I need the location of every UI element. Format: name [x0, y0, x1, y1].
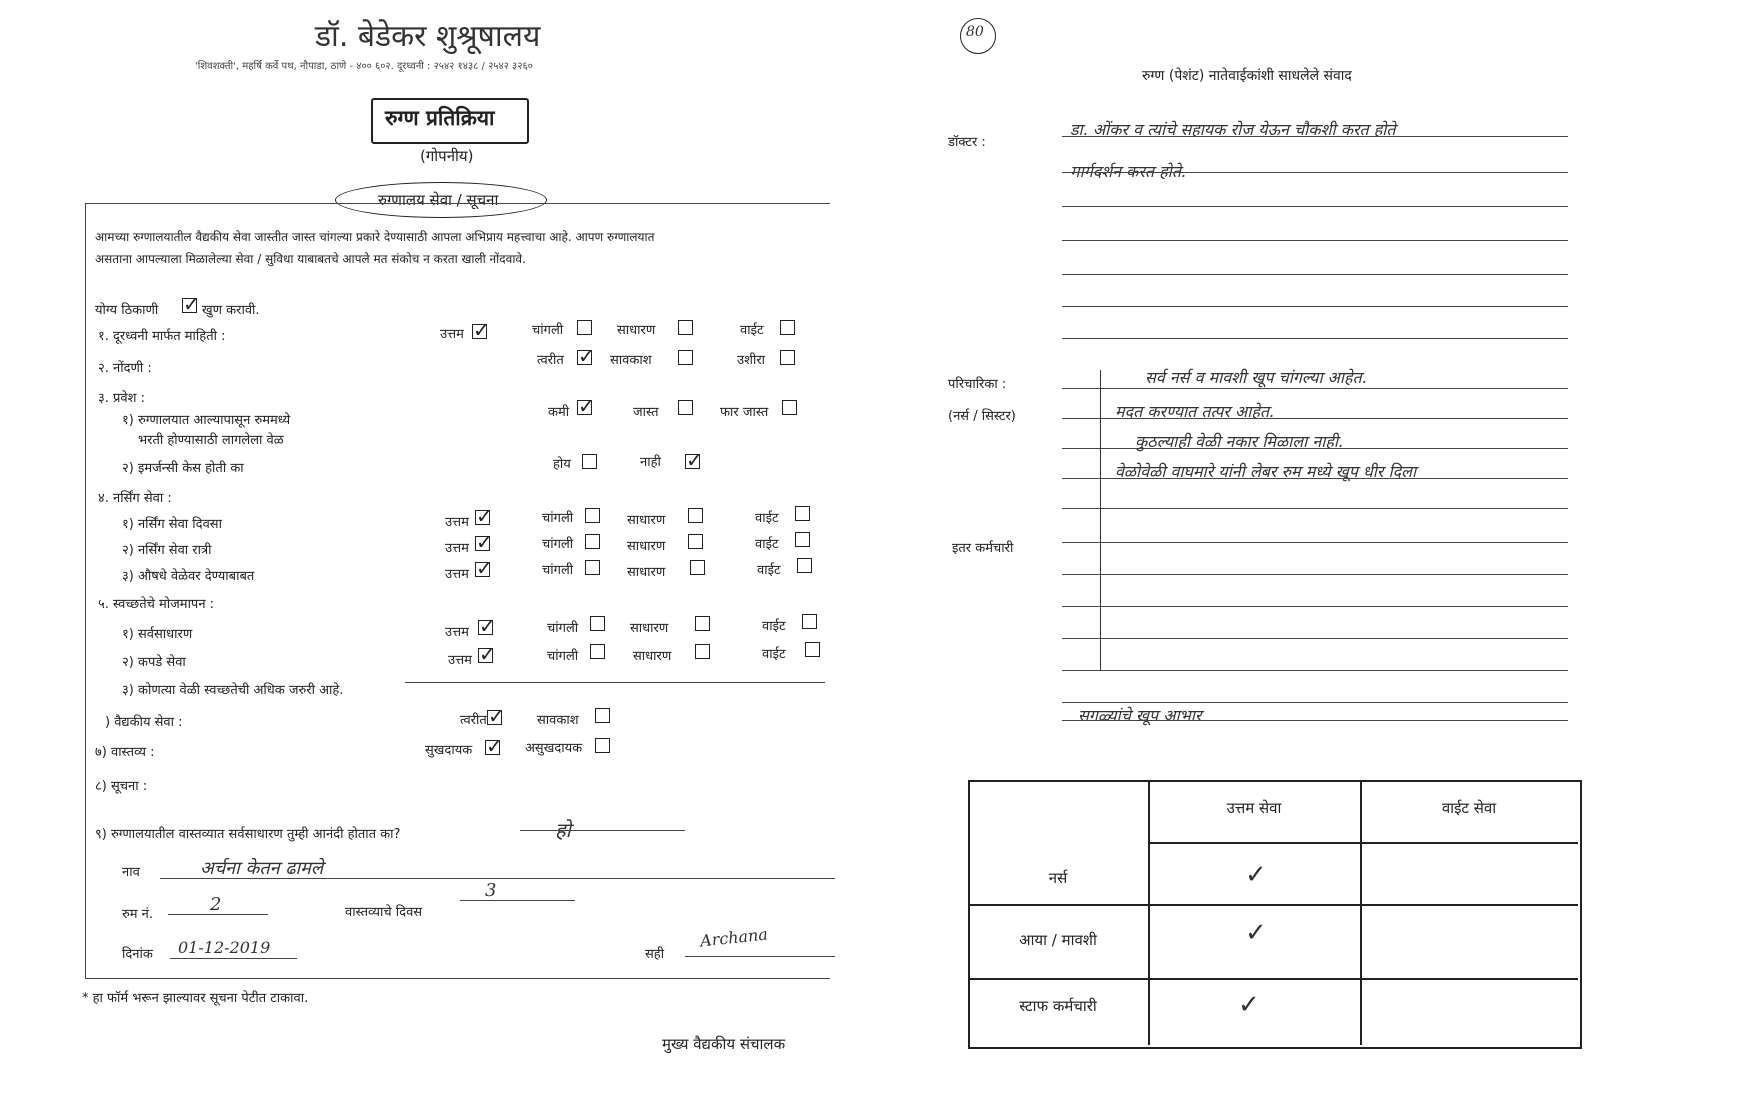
row-aaya-maushi: आया / मावशी: [1019, 931, 1097, 949]
table-col-divider: [1148, 780, 1150, 1045]
q7-label: ७) वास्तव्य :: [95, 745, 155, 760]
feedback-form-page: [0, 0, 860, 1100]
q7-opt-uncomfortable: असुखदायक: [525, 741, 583, 756]
q3-2-opt-yes: होय: [553, 457, 571, 472]
tick-icon: ✓: [476, 530, 493, 554]
doctor-label: डॉक्टर :: [948, 135, 986, 150]
line: [1062, 574, 1568, 575]
q3-1-opt-much-more: फार जास्त: [720, 405, 769, 420]
tick-icon: ✓: [486, 734, 503, 758]
hospital-address: 'शिवशक्ती', महर्षि कर्वे पथ, नौपाडा, ठाणे - ४०० ६०२. दूरध्वनी : २५४२ १४३८ / २५४२ ३२६०: [195, 61, 533, 72]
hospital-name: डॉ. बेडेकर शुश्रूषालय: [315, 19, 541, 54]
q4-label: ४. नर्सिंग सेवा :: [98, 491, 172, 506]
room-value: 2: [210, 894, 222, 915]
q4-1-opt-average: साधारण: [627, 513, 666, 528]
q7-checkbox-uncomfortable[interactable]: [595, 738, 610, 753]
thanks-note: सगळ्यांचे खूप आभार: [1078, 706, 1202, 725]
q5-1-checkbox-average[interactable]: [695, 616, 710, 631]
mark-instruction-post: खुण करावी.: [202, 303, 260, 318]
director-label: मुख्य वैद्यकीय संचालक: [662, 1035, 786, 1053]
q1-label: १. दूरध्वनी मार्फत माहिती :: [98, 329, 226, 344]
table-row-divider: [968, 904, 1578, 906]
q4-3-opt-average: साधारण: [627, 565, 666, 580]
q3-2-checkbox-yes[interactable]: [582, 454, 597, 469]
nurse-comment-3: कुठल्याही वेळी नकार मिळाला नाही.: [1135, 432, 1344, 451]
q1-opt-good: चांगली: [532, 323, 564, 338]
q5-1-opt-good: चांगली: [547, 621, 579, 636]
q1-opt-average: साधारण: [617, 323, 656, 338]
q6-label: ) वैद्यकीय सेवा :: [105, 715, 183, 730]
tick-icon: ✓: [473, 318, 490, 342]
q5-1-opt-bad: वाईट: [762, 619, 786, 634]
q4-3-checkbox-average[interactable]: [690, 560, 705, 575]
line: [1062, 702, 1568, 703]
q2-opt-late: उशीरा: [737, 353, 766, 368]
nurse-label: परिचारिका :: [948, 377, 1007, 392]
q4-1-opt-bad: वाईट: [755, 511, 779, 526]
q3-2-label: २) इमर्जन्सी केस होती का: [122, 461, 244, 476]
conversation-page: [920, 0, 1750, 1100]
row-nurse: नर्स: [1048, 869, 1068, 887]
q4-1-checkbox-average[interactable]: [688, 508, 703, 523]
tick-icon: ✓: [1245, 860, 1267, 890]
intro-line-1: आमच्या रुग्णालयातील वैद्यकीय सेवा जास्तीत जास्त चांगल्या प्रकारे देण्यासाठी आपला अभिप्राय महत्त्वाचा आहे. आपण रुग्णालयात: [95, 230, 655, 244]
line: [1062, 670, 1568, 671]
q4-3-opt-bad: वाईट: [757, 563, 781, 578]
nurse-comment-4: वेळोवेळी वाघमारे यांनी लेबर रुम मध्ये खूप धीर दिला: [1115, 462, 1417, 481]
q3-label: ३. प्रवेश :: [98, 391, 146, 406]
q5-3-label: ३) कोणत्या वेळी स्वच्छतेची अधिक जरुरी आहे.: [122, 683, 344, 698]
q2-checkbox-slow[interactable]: [678, 350, 693, 365]
q4-1-checkbox-good[interactable]: [585, 508, 600, 523]
q6-opt-quick: त्वरीत: [460, 713, 487, 728]
nurse-label-sub: (नर्स / सिस्टर): [948, 409, 1016, 424]
q4-1-label: १) नर्सिंग सेवा दिवसा: [122, 517, 222, 532]
tick-icon: ✓: [578, 344, 595, 368]
q5-3-answer-line: [405, 682, 825, 683]
q5-1-opt-excellent: उत्तम: [445, 625, 469, 640]
q4-3-opt-good: चांगली: [542, 563, 574, 578]
frame-top: [85, 203, 830, 204]
q5-2-opt-good: चांगली: [547, 649, 579, 664]
date-value: 01-12-2019: [178, 938, 271, 957]
page-number: 80: [966, 24, 984, 40]
q5-1-opt-average: साधारण: [630, 621, 669, 636]
q6-checkbox-slow[interactable]: [595, 708, 610, 723]
tick-icon: ✓: [1238, 990, 1260, 1020]
q4-1-opt-excellent: उत्तम: [445, 515, 469, 530]
name-line: [160, 878, 835, 879]
q4-3-checkbox-good[interactable]: [585, 560, 600, 575]
q4-2-label: २) नर्सिंग सेवा रात्री: [122, 543, 212, 558]
date-line: [170, 958, 297, 959]
tick-icon: ✓: [1245, 918, 1267, 948]
line: [1062, 274, 1568, 275]
table-header-divider: [1148, 842, 1578, 844]
room-label: रुम नं.: [122, 907, 154, 922]
q5-2-label: २) कपडे सेवा: [122, 655, 186, 670]
line: [1062, 136, 1568, 137]
q3-1-checkbox-much-more[interactable]: [782, 400, 797, 415]
q5-2-opt-bad: वाईट: [762, 647, 786, 662]
tick-icon: ✓: [479, 642, 496, 666]
line: [1062, 638, 1568, 639]
q5-2-checkbox-good[interactable]: [590, 644, 605, 659]
q5-2-checkbox-bad[interactable]: [805, 642, 820, 657]
q2-checkbox-late[interactable]: [780, 350, 795, 365]
sample-tick-icon: ✓: [183, 292, 200, 316]
form-title: रुग्ण प्रतिक्रिया: [385, 106, 495, 130]
tick-icon: ✓: [476, 504, 493, 528]
q5-label: ५. स्वच्छतेचे मोजमापन :: [98, 597, 215, 612]
section-title: रुग्णालय सेवा / सूचना: [378, 191, 499, 209]
frame-left: [85, 203, 86, 978]
room-line: [168, 914, 268, 915]
q5-1-label: १) सर्वसाधारण: [122, 627, 193, 642]
q4-2-opt-average: साधारण: [627, 539, 666, 554]
q4-2-opt-bad: वाईट: [755, 537, 779, 552]
days-line: [460, 900, 575, 901]
line: [1062, 448, 1568, 449]
q4-3-checkbox-bad[interactable]: [797, 558, 812, 573]
intro-line-2: असताना आपल्याला मिळालेल्या सेवा / सुविधा याबाबतचे आपले मत संकोच न करता खाली नोंदवावे.: [95, 252, 526, 266]
q5-2-opt-excellent: उत्तम: [448, 653, 472, 668]
q5-2-checkbox-average[interactable]: [695, 644, 710, 659]
tick-icon: ✓: [479, 614, 496, 638]
q9-label: ९) रुग्णालयातील वास्तव्यात सर्वसाधारण तुम्ही आनंदी होतात का?: [95, 827, 401, 842]
sign-label: सही: [645, 947, 665, 962]
q4-1-opt-good: चांगली: [542, 511, 574, 526]
q5-1-checkbox-good[interactable]: [590, 616, 605, 631]
q4-2-checkbox-good[interactable]: [585, 534, 600, 549]
line: [1062, 720, 1568, 721]
q3-1-opt-more: जास्त: [633, 405, 659, 420]
name-value: अर्चना केतन ढामले: [200, 858, 324, 879]
frame-bottom: [85, 978, 830, 979]
q3-1-opt-less: कमी: [548, 405, 570, 420]
footer-note: * हा फॉर्म भरून झाल्यावर सूचना पेटीत टाकावा.: [82, 991, 309, 1006]
q1-checkbox-bad[interactable]: [780, 320, 795, 335]
q4-2-opt-excellent: उत्तम: [445, 541, 469, 556]
line: [1062, 240, 1568, 241]
nurse-comment-1: सर्व नर्स व मावशी खूप चांगल्या आहेत.: [1145, 368, 1367, 387]
line: [1062, 542, 1568, 543]
q2-opt-quick: त्वरीत: [537, 353, 564, 368]
q1-checkbox-average[interactable]: [678, 320, 693, 335]
days-label: वास्तव्याचे दिवस: [345, 905, 423, 920]
bracket-line: [1100, 370, 1101, 670]
days-value: 3: [485, 880, 497, 901]
q8-label: ८) सूचना :: [95, 779, 148, 794]
date-label: दिनांक: [122, 947, 153, 962]
q4-2-opt-good: चांगली: [542, 537, 574, 552]
q2-label: २. नोंदणी :: [98, 361, 152, 376]
q3-1-label-a: १) रुग्णालयात आल्यापासून रुममध्ये: [122, 413, 291, 428]
q2-opt-slow: सावकाश: [610, 353, 652, 368]
conversation-heading: रुग्ण (पेशंट) नातेवाईकांशी साधलेले संवाद: [1142, 68, 1352, 84]
col-bad-header: वाईट सेवा: [1441, 799, 1497, 817]
q3-2-opt-no: नाही: [640, 455, 661, 470]
signature: Archana: [699, 924, 769, 951]
doctor-comment-1: डा. ओंकर व त्यांचे सहायक रोज येऊन चौकशी करत होते: [1070, 120, 1396, 139]
line: [1062, 388, 1568, 389]
confidential-label: (गोपनीय): [420, 147, 474, 165]
row-staff: स्टाफ कर्मचारी: [1019, 997, 1097, 1015]
mark-instruction-pre: योग्य ठिकाणी: [95, 303, 159, 318]
q1-opt-excellent: उत्तम: [440, 327, 464, 342]
q9-answer-line: [520, 830, 685, 831]
other-staff-label: इतर कर्मचारी: [952, 541, 1014, 556]
q4-2-checkbox-average[interactable]: [688, 534, 703, 549]
q9-answer: हो: [555, 818, 571, 842]
line: [1062, 338, 1568, 339]
q3-1-label-b: भरती होण्यासाठी लागलेला वेळ: [138, 433, 284, 448]
sign-line: [685, 956, 835, 957]
name-label: नाव: [122, 865, 140, 880]
table-row-divider: [968, 978, 1578, 980]
tick-icon: ✓: [686, 448, 703, 472]
doctor-comment-2: मार्गदर्शन करत होते.: [1070, 162, 1186, 181]
q4-3-opt-excellent: उत्तम: [445, 567, 469, 582]
line: [1062, 206, 1568, 207]
q1-opt-bad: वाईट: [740, 323, 764, 338]
q7-opt-comfortable: सुखदायक: [425, 743, 473, 758]
q4-3-label: ३) औषधे वेळेवर देण्याबाबत: [122, 569, 255, 584]
q5-1-checkbox-bad[interactable]: [802, 614, 817, 629]
nurse-comment-2: मदत करण्यात तत्पर आहेत.: [1115, 402, 1275, 421]
q5-2-opt-average: साधारण: [633, 649, 672, 664]
line: [1062, 418, 1568, 419]
q1-checkbox-good[interactable]: [577, 320, 592, 335]
line: [1062, 306, 1568, 307]
q3-1-checkbox-more[interactable]: [678, 400, 693, 415]
line: [1062, 478, 1568, 479]
line: [1062, 508, 1568, 509]
q4-2-checkbox-bad[interactable]: [795, 532, 810, 547]
line: [1062, 606, 1568, 607]
q6-opt-slow: सावकाश: [537, 713, 579, 728]
col-excellent-header: उत्तम सेवा: [1226, 799, 1282, 817]
q4-1-checkbox-bad[interactable]: [795, 506, 810, 521]
table-col-divider: [1360, 780, 1362, 1045]
line: [1062, 172, 1568, 173]
tick-icon: ✓: [476, 556, 493, 580]
tick-icon: ✓: [488, 704, 505, 728]
tick-icon: ✓: [578, 394, 595, 418]
